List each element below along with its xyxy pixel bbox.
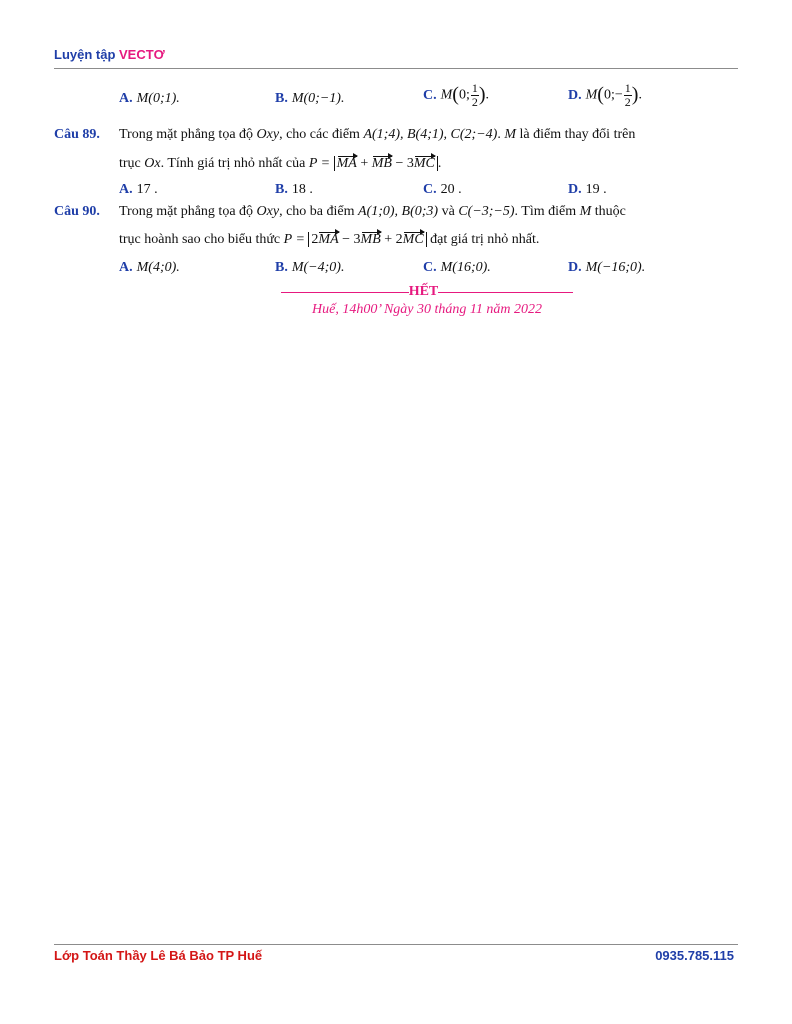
q88-option-b[interactable]: B. M(0;−1).	[275, 91, 345, 106]
q88-option-d[interactable]: D. M(0;− $\frac{1}{2}$ ).	[568, 81, 642, 109]
q89-option-b[interactable]: B. 18 .	[275, 182, 313, 197]
end-mark-text: HẾT	[408, 284, 439, 299]
q89-option-a[interactable]: A. 17 .	[119, 182, 158, 197]
q90-option-a[interactable]: A. M(4;0).	[119, 260, 180, 275]
q90-text-line1: Trong mặt phẳng tọa độ Oxy, cho ba điểm A(1;0), B(0;3) và C(−3;−5). Tìm điểm M thuộc	[119, 204, 626, 219]
footer-divider	[54, 944, 738, 945]
q89-vector-expression: MA + MB − 3MC	[334, 156, 438, 171]
header-title-part1: Luyện tập	[54, 47, 120, 62]
q89-text-line1: Trong mặt phẳng tọa độ Oxy, cho các điểm A(1;4), B(4;1), C(2;−4). M là điểm thay đổi trên	[119, 127, 636, 142]
q88-option-c[interactable]: C. M(0; $\frac{1}{2}$ ).	[423, 81, 490, 109]
q89-option-c[interactable]: C. 20 .	[423, 182, 462, 197]
q88-c-fraction: $\frac{1}{2}$	[471, 81, 478, 109]
date-line: Huế, 14h00’ Ngày 30 tháng 11 năm 2022	[312, 302, 542, 317]
q89-text-line2: trục Ox. Tính giá trị nhỏ nhất của P = MA + MB − 3MC .	[119, 156, 442, 171]
header-divider	[54, 68, 738, 69]
q90-label: Câu 90.	[54, 204, 100, 219]
end-line-left	[281, 292, 409, 293]
end-mark	[277, 284, 577, 300]
q88-option-a[interactable]: A. M(0;1).	[119, 91, 180, 106]
q90-vector-expression: 2MA − 3MB + 2MC	[308, 232, 426, 247]
footer-phone: 0935.785.115	[655, 948, 734, 963]
q90-option-c[interactable]: C. M(16;0).	[423, 260, 491, 275]
q89-label: Câu 89.	[54, 127, 100, 142]
q90-option-b[interactable]: B. M(−4;0).	[275, 260, 345, 275]
end-line-right	[438, 292, 573, 293]
q88-d-fraction: $\frac{1}{2}$	[624, 81, 631, 109]
q90-option-d[interactable]: D. M(−16;0).	[568, 260, 646, 275]
page-header	[54, 47, 738, 62]
q90-text-line2: trục hoành sao cho biểu thức P = 2MA − 3MB + 2MC đạt giá trị nhỏ nhất.	[119, 232, 540, 247]
footer-left: Lớp Toán Thầy Lê Bá Bảo TP Huế	[54, 948, 263, 963]
q89-option-d[interactable]: D. 19 .	[568, 182, 607, 197]
header-title-part2: VECTƠ	[119, 47, 165, 62]
